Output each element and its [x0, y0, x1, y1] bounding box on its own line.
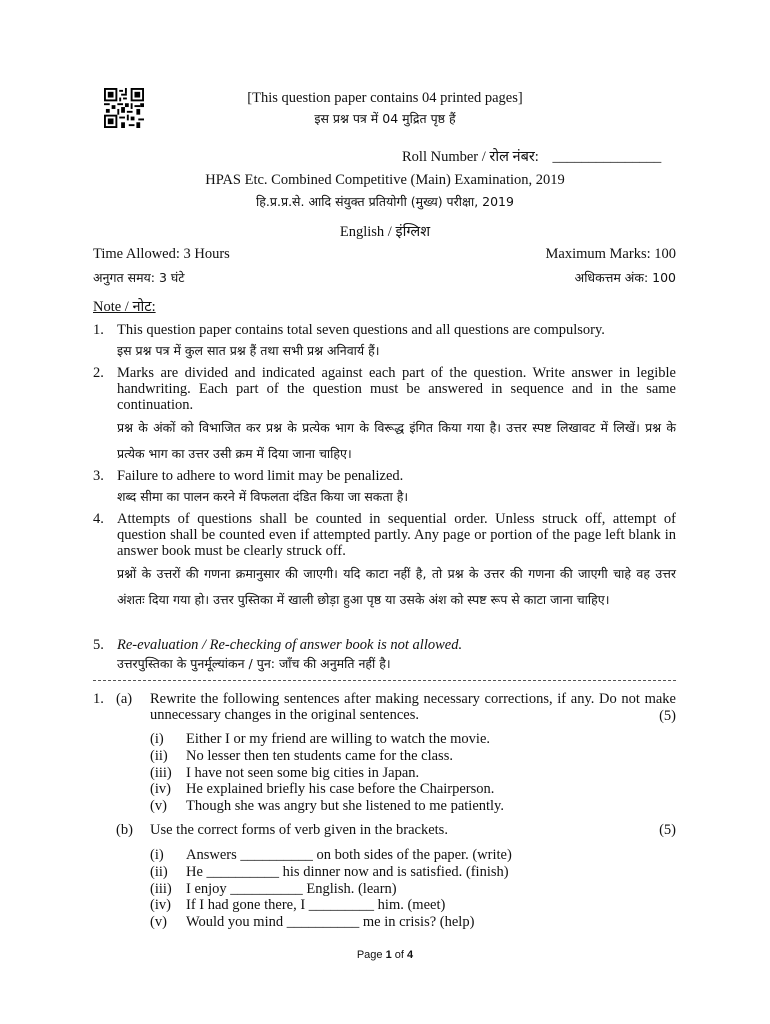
item-text: Answers __________ on both sides of the paper. (write)	[186, 847, 512, 863]
note-text-hindi: इस प्रश्न पत्र में कुल सात प्रश्न हैं तथा सभी प्रश्न अनिवार्य हैं।	[117, 343, 380, 358]
page-footer	[0, 949, 770, 961]
note-number: 5.	[93, 637, 104, 653]
note-text: Attempts of questions shall be counted in sequential order. Unless struck off, attempt of question shall be counted even if attempted partly. Any page or portion of the page left blank in answer book must be clearly struck off.	[117, 511, 676, 559]
item-text: Though she was angry but she listened to me patiently.	[186, 798, 504, 815]
list-item	[150, 765, 550, 782]
item-text: I have not seen some big cities in Japan.	[186, 764, 420, 781]
note-number: 1.	[93, 322, 104, 338]
maximum-marks: Maximum Marks: 100	[545, 246, 676, 262]
part-b-instruction: Use the correct forms of verb given in the brackets.	[150, 822, 448, 838]
time-marks-row	[93, 246, 676, 263]
list-item	[150, 748, 550, 765]
part-b-marks: (5)	[659, 822, 676, 838]
note-number: 4.	[93, 511, 104, 527]
list-item	[150, 881, 550, 898]
footer-prefix: Page	[356, 949, 386, 961]
footer-page-number: 1	[385, 949, 392, 961]
note-number: 3.	[93, 468, 104, 484]
subject-title: English / इंग्लिश	[339, 224, 431, 240]
note-heading: Note / नोट:	[93, 299, 156, 315]
item-number: (ii)	[150, 747, 168, 764]
item-number: (v)	[150, 798, 167, 815]
part-a-list	[150, 731, 550, 815]
note-text: Re-evaluation / Re-checking of answer book is not allowed.	[117, 637, 463, 653]
note-item	[93, 511, 676, 613]
question-number: 1.	[93, 691, 104, 707]
part-a-instruction: Rewrite the following sentences after making necessary corrections, if any. Do not make unnecessary changes in the original sentences.	[150, 691, 676, 723]
exam-title: HPAS Etc. Combined Competitive (Main) Examination, 2019	[205, 172, 565, 188]
list-item	[150, 914, 550, 931]
part-a-label: (a)	[116, 691, 133, 707]
item-number: (iv)	[150, 781, 171, 798]
note-text: This question paper contains total seven questions and all questions are compulsory.	[117, 322, 605, 338]
part-b-list	[150, 847, 550, 931]
item-number: (iii)	[150, 764, 172, 781]
note-text-hindi: उत्तरपुस्तिका के पुनर्मूल्यांकन / पुन: जाँच की अनुमति नहीं है।	[117, 656, 391, 671]
exam-title-hindi: हि.प्र.प्र.से. आदि संयुक्त प्रतियोगी (मुख्य) परीक्षा, 2019	[256, 194, 514, 209]
list-item	[150, 847, 550, 864]
list-item	[150, 798, 550, 815]
section-divider	[93, 680, 676, 681]
note-text-hindi: शब्द सीमा का पालन करने में विफलता दंडित किया जा सकता है।	[117, 489, 409, 504]
item-text: Would you mind __________ me in crisis? (help)	[186, 914, 475, 931]
time-marks-row-hindi	[93, 269, 676, 286]
list-item	[150, 864, 550, 881]
roll-number-field[interactable]: _______________	[552, 149, 662, 165]
maximum-marks-hindi: अधिकत्तम अंक: 100	[574, 270, 676, 285]
note-text-hindi: प्रश्न के अंकों को विभाजित कर प्रश्न के प्रत्येक भाग के विरूद्ध इंगित किया गया है। उत्तर स्पष्ट लिखावट में लिखें। प्रश्न के प्रत्येक भाग का उत्तर उसी क्रम में दिया जाना चाहिए।	[117, 420, 676, 461]
time-allowed: Time Allowed: 3 Hours	[93, 246, 230, 262]
note-text-hindi: प्रश्नों के उत्तरों की गणना क्रमानुसार की जाएगी। यदि काटा नहीं है, तो प्रश्न के उत्तर की गणना की जाएगी चाहे वह उत्तर अंशतः दिया गया हो। उत्तर पुस्तिका में खाली छोड़ा हुआ पृष्ठ या उसके अंश को स्पष्ट रूप से काटा जाना चाहिए।	[117, 566, 676, 607]
note-item	[93, 637, 676, 675]
part-b-label: (b)	[116, 822, 133, 838]
list-item	[150, 781, 550, 798]
item-number: (i)	[150, 731, 164, 747]
item-text: If I had gone there, I _________ him. (meet)	[186, 897, 446, 914]
item-text: He explained briefly his case before the Chairperson.	[186, 781, 495, 798]
note-text: Failure to adhere to word limit may be penalized.	[117, 468, 404, 484]
note-item	[93, 468, 676, 510]
note-item	[93, 365, 676, 467]
footer-of: of	[391, 949, 408, 961]
item-text: Either I or my friend are willing to watch the movie.	[186, 731, 491, 747]
item-number: (v)	[150, 914, 167, 931]
list-item	[150, 731, 550, 748]
time-allowed-hindi: अनुगत समय: 3 घंटे	[93, 270, 185, 285]
item-text: He __________ his dinner now and is satisfied. (finish)	[186, 863, 509, 880]
roll-number	[402, 146, 661, 166]
note-text: Marks are divided and indicated against each part of the question. Write answer in legible handwriting. Each part of the question must be answered in sequence and in the same continuation.	[117, 365, 676, 413]
list-item	[150, 897, 550, 914]
item-number: (ii)	[150, 863, 168, 880]
item-text: No lesser then ten students came for the class.	[186, 747, 453, 764]
item-text: I enjoy __________ English. (learn)	[186, 880, 397, 897]
item-number: (i)	[150, 847, 164, 863]
note-item	[93, 322, 676, 364]
pages-line-hindi: इस प्रश्न पत्र में 04 मुद्रित पृष्ठ हैं	[314, 111, 456, 126]
part-a-marks: (5)	[659, 708, 676, 724]
footer-total-pages: 4	[407, 949, 414, 961]
item-number: (iii)	[150, 880, 172, 897]
item-number: (iv)	[150, 897, 171, 914]
pages-line: [This question paper contains 04 printed pages]	[247, 90, 523, 106]
roll-number-label: Roll Number / रोल नंबर:	[402, 149, 539, 165]
note-number: 2.	[93, 365, 104, 381]
